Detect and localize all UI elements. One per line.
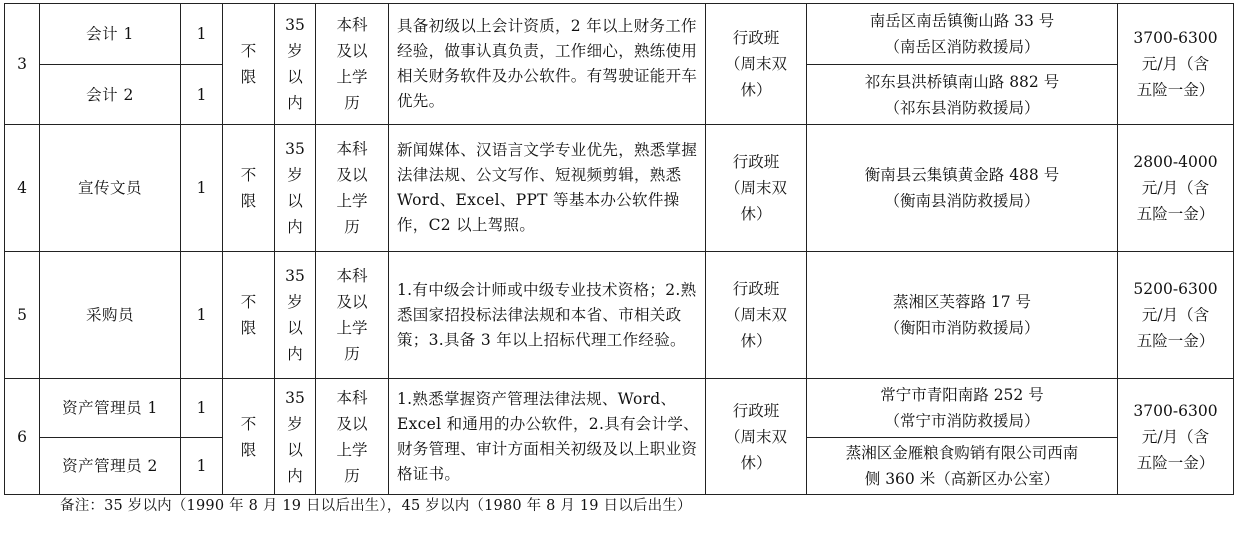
position-title: 宣传文员 [40,125,181,252]
headcount: 1 [181,438,223,495]
job-requirements: 1.熟悉掌握资产管理法律法规、Word、Excel 和通用的办公软件，2.具有会计学、财务管理、审计方面相关初级及以上职业资格证书。 [389,379,706,495]
row-number: 3 [5,4,40,125]
work-address: 蒸湘区金雁粮食购销有限公司西南 侧 360 米（高新区办公室） [807,438,1118,495]
position-title: 采购员 [40,252,181,379]
gender-requirement: 不 限 [223,125,275,252]
work-address: 蒸湘区芙蓉路 17 号 （衡阳市消防救援局） [807,252,1118,379]
recruitment-table [4,3,1234,495]
work-address: 常宁市青阳南路 252 号 （常宁市消防救援局） [807,379,1118,438]
education-requirement: 本科 及以 上学 历 [316,125,389,252]
work-schedule: 行政班 （周末双 休） [706,252,807,379]
job-requirements: 具备初级以上会计资质，2 年以上财务工作经验，做事认真负责，工作细心，熟练使用相关财务软件及办公软件。有驾驶证能开车优先。 [389,4,706,125]
age-requirement: 35 岁 以 内 [275,125,316,252]
education-requirement: 本科 及以 上学 历 [316,4,389,125]
headcount: 1 [181,65,223,125]
salary: 3700-6300 元/月（含 五险一金） [1118,379,1234,495]
headcount: 1 [181,4,223,65]
headcount: 1 [181,379,223,438]
gender-requirement: 不 限 [223,252,275,379]
age-requirement: 35 岁 以 内 [275,4,316,125]
gender-requirement: 不 限 [223,379,275,495]
headcount: 1 [181,252,223,379]
work-schedule: 行政班 （周末双 休） [706,4,807,125]
education-requirement: 本科 及以 上学 历 [316,379,389,495]
age-requirement: 35 岁 以 内 [275,379,316,495]
table-row [5,125,1234,252]
headcount: 1 [181,125,223,252]
row-number: 6 [5,379,40,495]
work-address: 衡南县云集镇黄金路 488 号 （衡南县消防救援局） [807,125,1118,252]
job-requirements: 1.有中级会计师或中级专业技术资格；2.熟悉国家招投标法律法规和本省、市相关政策；3.具备 3 年以上招标代理工作经验。 [389,252,706,379]
work-address: 祁东县洪桥镇南山路 882 号 （祁东县消防救援局） [807,65,1118,125]
work-schedule: 行政班 （周末双 休） [706,379,807,495]
education-requirement: 本科 及以 上学 历 [316,252,389,379]
position-title: 资产管理员 2 [40,438,181,495]
work-schedule: 行政班 （周末双 休） [706,125,807,252]
position-title: 资产管理员 1 [40,379,181,438]
position-title: 会计 1 [40,4,181,65]
gender-requirement: 不 限 [223,4,275,125]
row-number: 4 [5,125,40,252]
job-requirements: 新闻媒体、汉语言文学专业优先，熟悉掌握法律法规、公文写作、短视频剪辑，熟悉 Word、Excel、PPT 等基本办公软件操作，C2 以上驾照。 [389,125,706,252]
table-row [5,379,1234,438]
table-row [5,4,1234,65]
position-title: 会计 2 [40,65,181,125]
salary: 2800-4000 元/月（含 五险一金） [1118,125,1234,252]
salary: 3700-6300 元/月（含 五险一金） [1118,4,1234,125]
age-requirement: 35 岁 以 内 [275,252,316,379]
work-address: 南岳区南岳镇衡山路 33 号 （南岳区消防救援局） [807,4,1118,65]
table-row [5,252,1234,379]
salary: 5200-6300 元/月（含 五险一金） [1118,252,1234,379]
footnote: 备注：35 岁以内（1990 年 8 月 19 日以后出生），45 岁以内（1980 年 8 月 19 日以后出生） [60,498,692,514]
row-number: 5 [5,252,40,379]
